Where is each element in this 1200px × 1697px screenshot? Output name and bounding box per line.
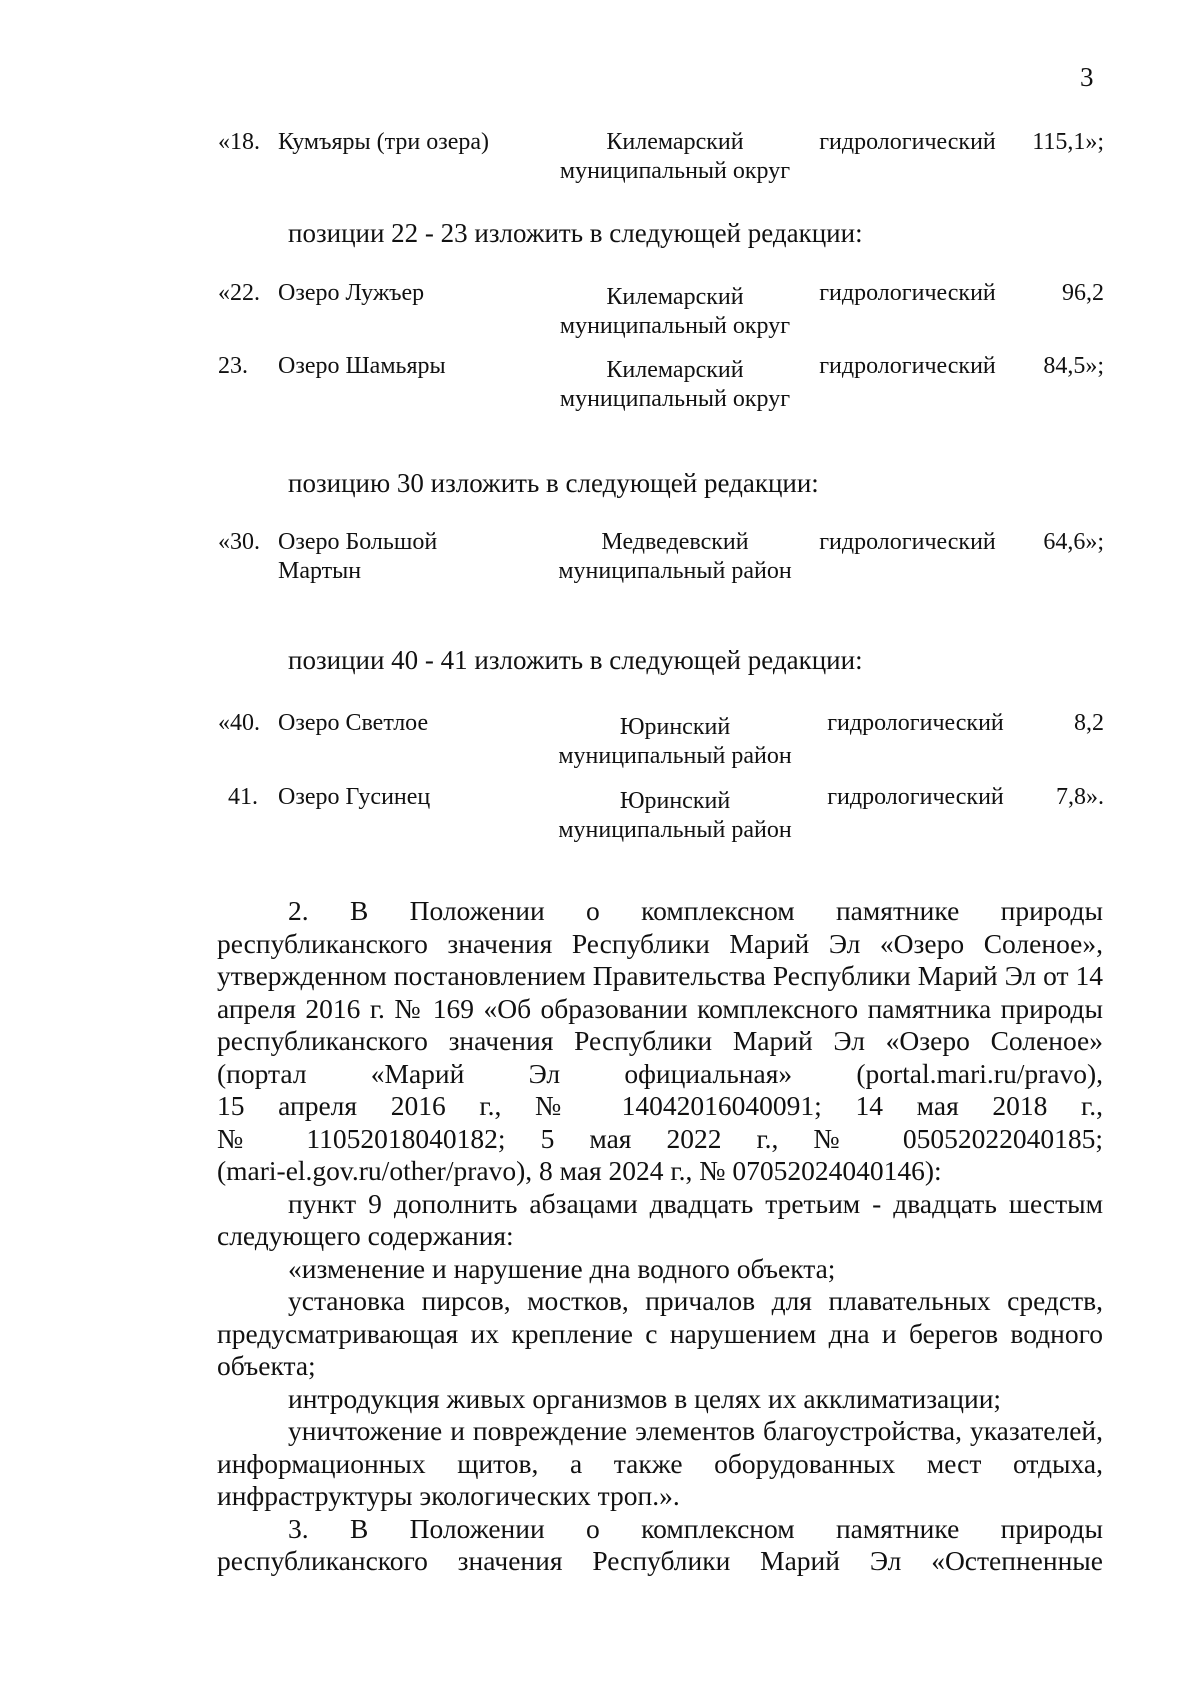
row-type: гидрологический — [819, 280, 996, 306]
paragraph: пункт 9 дополнить абзацами двадцать третьим - двадцать шестым следующего содержания: — [217, 1187, 1103, 1251]
row-name: Озеро Гусинец — [278, 784, 431, 810]
row-type: гидрологический — [827, 710, 1004, 736]
row-number: 41. — [228, 784, 258, 810]
row-area: 115,1»; — [1032, 129, 1104, 155]
row-area: 96,2 — [1062, 280, 1104, 306]
paragraph-line: 15 апреля 2016 г., № 14042016040091; 14 мая 2018 г., — [217, 1090, 1103, 1121]
row-location: Килемарский муниципальный округ — [559, 129, 791, 184]
row-location: Медведевский муниципальный район — [558, 529, 792, 584]
row-number: 23. — [218, 353, 248, 379]
row-name: Озеро Лужъер — [278, 280, 425, 306]
paragraph: установка пирсов, мостков, причалов для плавательных средств, предусматривающая их крепление с нарушением дна и берегов водного объекта; — [217, 1285, 1103, 1381]
instruction: позицию 30 изложить в следующей редакции: — [288, 468, 819, 498]
paragraph: республиканского значения Республики Марий Эл «Озеро Соленое», утвержденном постановлением Правительства Республики Марий Эл от 14 апреля 2016 г. № 169 «Об образовании комплексного памятника природы республиканского значения Республики Марий Эл «Озеро Соленое» (портал «Марий Эл официальная» (portal.mari.ru/pravo), — [217, 927, 1103, 1089]
paragraph-line: 3. В Положении о комплексном памятнике природы — [288, 1512, 1103, 1544]
row-area: 8,2 — [1074, 710, 1104, 736]
row-location: Килемарский муниципальный округ — [559, 357, 791, 412]
row-location: Юринский муниципальный район — [558, 788, 792, 843]
row-name: Озеро Светлое — [278, 710, 429, 736]
paragraph: уничтожение и повреждение элементов благоустройства, указателей, информационных щитов, а также оборудованных мест отдыха, инфраструктуры экологических троп.». — [217, 1415, 1103, 1511]
row-location: Юринский муниципальный район — [558, 714, 792, 769]
row-location: Килемарский муниципальный округ — [559, 284, 791, 339]
page-number: 3 — [1080, 62, 1094, 92]
paragraph-line: № 11052018040182; 5 мая 2022 г., № 05052022040185; — [217, 1122, 1103, 1154]
row-type: гидрологический — [819, 353, 996, 379]
instruction: позиции 22 - 23 изложить в следующей редакции: — [288, 218, 863, 248]
row-number: «22. — [218, 280, 260, 306]
row-number: «18. — [218, 129, 260, 155]
row-type: гидрологический — [819, 129, 996, 155]
row-number: «30. — [218, 529, 260, 555]
paragraph-line: республиканского значения Республики Марий Эл «Остепненные — [217, 1545, 1103, 1576]
row-type: гидрологический — [827, 784, 1004, 810]
paragraph: «изменение и нарушение дна водного объекта; — [288, 1252, 836, 1284]
row-number: «40. — [218, 710, 260, 736]
row-name: Озеро Шамьяры — [278, 353, 446, 379]
paragraph-line: (mari-el.gov.ru/other/pravo), 8 мая 2024 г., № 07052024040146): — [217, 1155, 942, 1186]
instruction: позиции 40 - 41 изложить в следующей редакции: — [288, 645, 863, 675]
row-area: 7,8». — [1056, 784, 1104, 810]
row-name: Озеро Большой Мартын — [278, 529, 438, 584]
row-area: 84,5»; — [1043, 353, 1104, 379]
row-area: 64,6»; — [1043, 529, 1104, 555]
row-name: Кумъяры (три озера) — [278, 129, 490, 155]
paragraph-line: 2. В Положении о комплексном памятнике природы — [288, 895, 1103, 926]
row-type: гидрологический — [819, 529, 996, 555]
paragraph: интродукция живых организмов в целях их акклиматизации; — [288, 1382, 1002, 1414]
